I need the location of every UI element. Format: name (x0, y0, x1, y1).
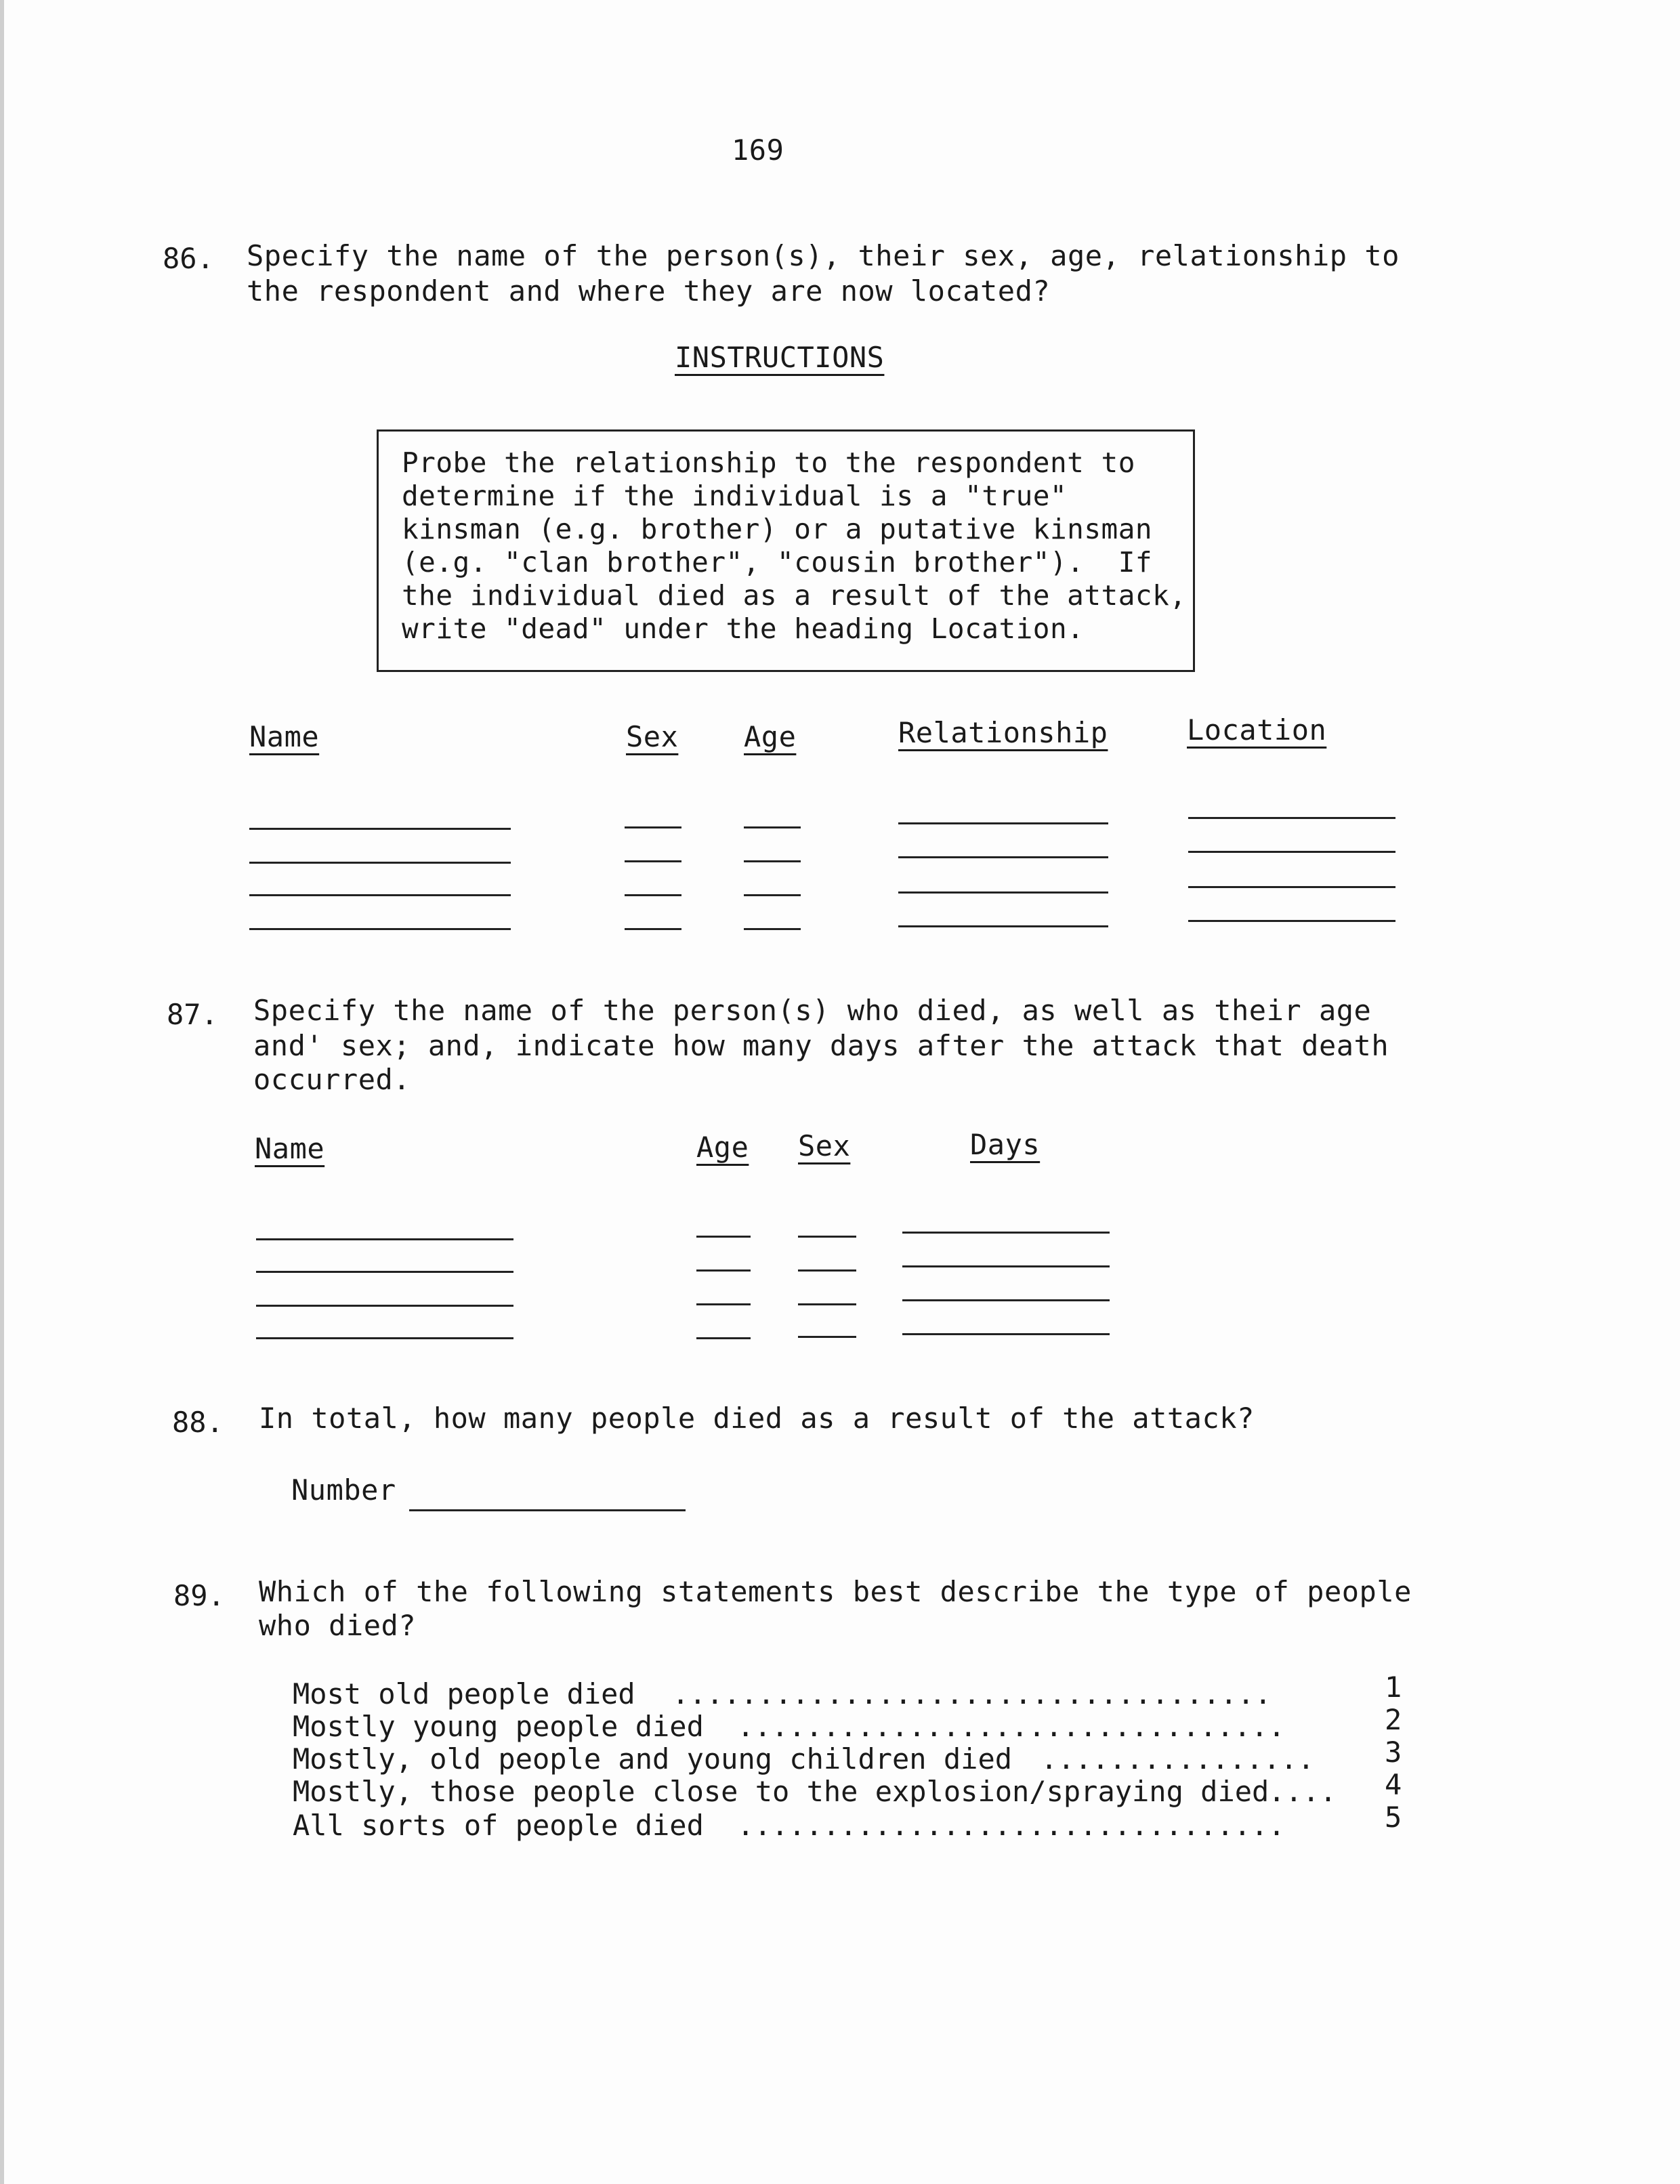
instructions-line: the individual died as a result of the attack, (402, 579, 1187, 612)
q89-choice[interactable] (293, 1775, 1349, 1809)
q86-name-blank[interactable] (249, 894, 511, 896)
q86-sex-blank[interactable] (625, 928, 681, 930)
question-86-number: 86. (163, 242, 214, 275)
q89-leader-dots: ................................ (737, 1710, 1286, 1743)
page-number: 169 (732, 133, 784, 167)
instructions-heading: INSTRUCTIONS (675, 341, 885, 374)
q86-location-blank[interactable] (1188, 817, 1395, 819)
q87-sex-blank[interactable] (798, 1236, 856, 1238)
q87-days-blank[interactable] (902, 1232, 1110, 1234)
question-89-number: 89. (173, 1579, 225, 1612)
instructions-box (377, 429, 1195, 672)
q89-choice-code: 2 (1385, 1703, 1402, 1736)
q89-choice[interactable] (293, 1742, 1349, 1776)
q89-choice-label: All sorts of people died (293, 1809, 704, 1842)
q89-choice-label: Most old people died (293, 1677, 635, 1710)
q86-sex-blank[interactable] (625, 826, 681, 828)
q86-header-relationship: Relationship (898, 716, 1108, 749)
q86-name-blank[interactable] (249, 928, 511, 930)
q86-relationship-blank[interactable] (898, 925, 1108, 927)
q87-days-blank[interactable] (902, 1265, 1110, 1267)
q86-header-age: Age (744, 720, 797, 753)
q89-choice-code: 3 (1385, 1736, 1402, 1769)
question-86-text-line2: the respondent and where they are now located? (247, 274, 1051, 308)
q87-age-blank[interactable] (696, 1337, 751, 1339)
q87-name-blank[interactable] (256, 1271, 513, 1273)
q87-header-sex: Sex (798, 1129, 851, 1162)
q86-header-sex: Sex (626, 720, 679, 753)
q87-name-blank[interactable] (256, 1238, 513, 1240)
q87-sex-blank[interactable] (798, 1303, 856, 1305)
question-87-text-line2: and' sex; and, indicate how many days after the attack that death (253, 1029, 1389, 1062)
q86-age-blank[interactable] (744, 860, 801, 862)
question-89-text-line2: who died? (259, 1609, 417, 1642)
q87-header-days: Days (970, 1128, 1041, 1161)
q89-choice-code: 4 (1385, 1768, 1402, 1801)
q86-age-blank[interactable] (744, 894, 801, 896)
q87-name-blank[interactable] (256, 1305, 513, 1307)
q89-choice[interactable] (293, 1710, 1349, 1744)
instructions-line: (e.g. "clan brother", "cousin brother"). If (402, 546, 1153, 579)
q89-leader-dots: ................ (1041, 1742, 1315, 1776)
q86-sex-blank[interactable] (625, 860, 681, 862)
q87-sex-blank[interactable] (798, 1269, 856, 1272)
q86-age-blank[interactable] (744, 826, 801, 828)
q87-name-blank[interactable] (256, 1337, 513, 1339)
q89-leader-dots: ................................ (737, 1809, 1286, 1842)
q87-days-blank[interactable] (902, 1299, 1110, 1301)
q86-sex-blank[interactable] (625, 894, 681, 896)
question-88-number: 88. (172, 1406, 224, 1439)
q89-leader-dots: .... (1268, 1775, 1337, 1808)
instructions-line: kinsman (e.g. brother) or a putative kinsman (402, 513, 1153, 545)
instructions-line: Probe the relationship to the respondent to (402, 446, 1135, 479)
q89-choice-label: Mostly, those people close to the explosion/spraying died (293, 1775, 1269, 1808)
q86-name-blank[interactable] (249, 828, 511, 830)
instructions-line: determine if the individual is a "true" (402, 480, 1068, 512)
q89-choice-list (293, 1671, 1404, 1853)
q86-location-blank[interactable] (1188, 886, 1395, 888)
question-87-text-line1: Specify the name of the person(s) who died, as well as their age (253, 994, 1372, 1027)
q89-choice-label: Mostly, old people and young children died (293, 1742, 1013, 1776)
q87-header-age: Age (696, 1131, 749, 1164)
number-label: Number (291, 1473, 396, 1507)
q86-header-location: Location (1187, 713, 1327, 747)
q86-relationship-blank[interactable] (898, 891, 1108, 894)
q86-header-name: Name (249, 720, 320, 753)
question-88-text: In total, how many people died as a result of the attack? (259, 1402, 1255, 1435)
q89-choice-label: Mostly young people died (293, 1710, 704, 1743)
q86-relationship-blank[interactable] (898, 856, 1108, 858)
q89-choice[interactable] (293, 1809, 1349, 1843)
number-blank[interactable] (409, 1509, 686, 1511)
q86-location-blank[interactable] (1188, 851, 1395, 853)
q86-age-blank[interactable] (744, 928, 801, 930)
q89-choice[interactable] (293, 1677, 1349, 1711)
q89-choice-code: 5 (1385, 1801, 1402, 1834)
instructions-line: write "dead" under the heading Location. (402, 612, 1085, 645)
q87-header-name: Name (255, 1132, 325, 1165)
q89-leader-dots: ................................... (672, 1677, 1272, 1710)
q86-name-blank[interactable] (249, 862, 511, 864)
question-89-text-line1: Which of the following statements best describe the type of people (259, 1575, 1412, 1608)
q87-days-blank[interactable] (902, 1333, 1110, 1335)
q86-relationship-blank[interactable] (898, 822, 1108, 824)
scan-edge (0, 0, 4, 2184)
q89-choice-code: 1 (1385, 1671, 1402, 1704)
q86-location-blank[interactable] (1188, 920, 1395, 922)
q87-age-blank[interactable] (696, 1236, 751, 1238)
q87-age-blank[interactable] (696, 1303, 751, 1305)
question-86-text-line1: Specify the name of the person(s), their sex, age, relationship to (247, 239, 1400, 272)
question-87-number: 87. (167, 998, 218, 1031)
question-87-text-line3: occurred. (253, 1063, 411, 1096)
q87-sex-blank[interactable] (798, 1336, 856, 1338)
q87-age-blank[interactable] (696, 1269, 751, 1272)
